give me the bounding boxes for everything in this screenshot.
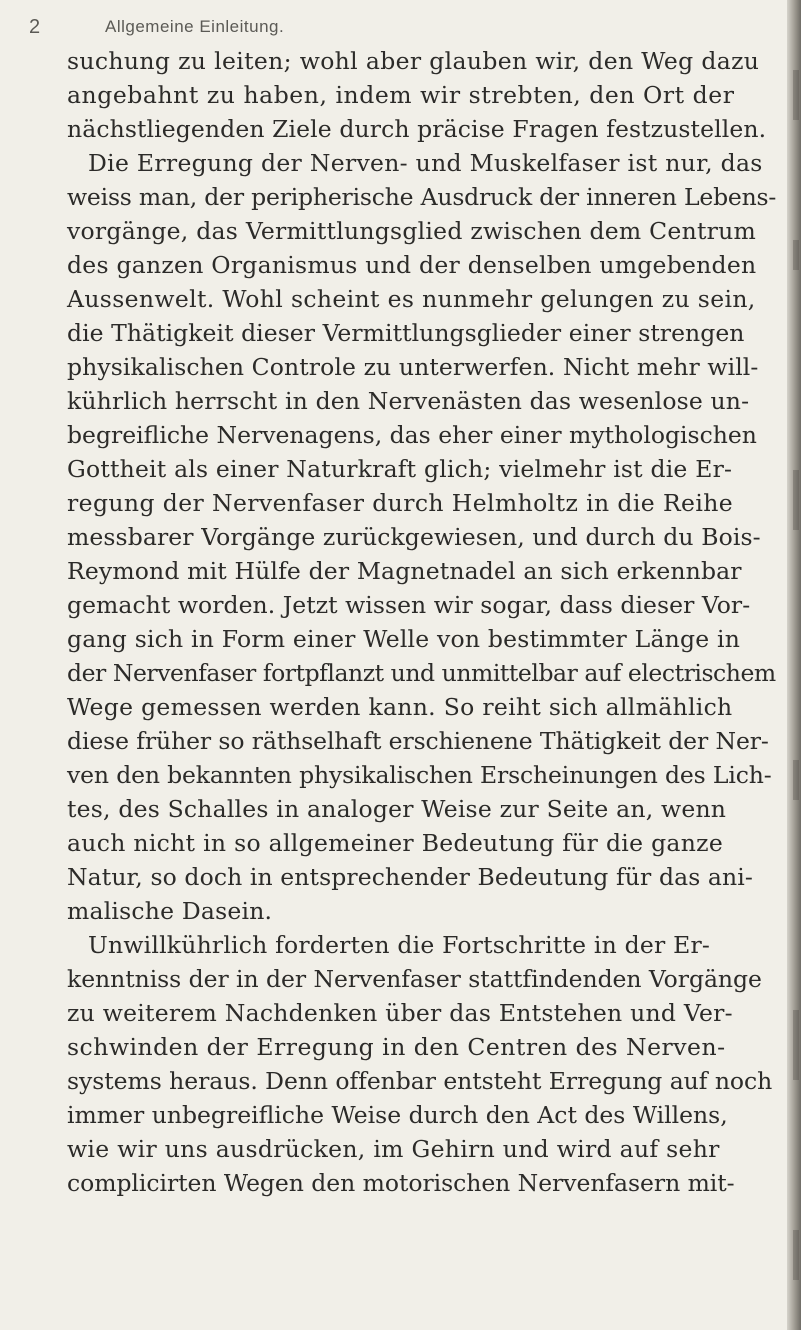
page-header [0,16,801,44]
text-line: angebahnt zu haben, indem wir strebten, den Ort der [67,81,735,109]
text-line: Unwillkührlich forderten die Fortschritte in der Er- [88,931,711,959]
text-line: weiss man, der peripherische Ausdruck der inneren Lebens- [67,183,777,211]
running-head: Allgemeine Einleitung. [105,17,285,36]
text-line: gang sich in Form einer Welle von bestimmter Länge in [67,625,741,653]
text-line: schwinden der Erregung in den Centren des Nerven- [67,1033,726,1061]
text-line: diese früher so räthselhaft erschienene Thätigkeit der Ner- [67,727,769,755]
text-line: vorgänge, das Vermittlungsglied zwischen dem Centrum [67,217,757,245]
text-line: physikalischen Controle zu unterwerfen. Nicht mehr will- [67,353,759,381]
text-line: Gottheit als einer Naturkraft glich; vielmehr ist die Er- [67,455,733,483]
edge-stain [793,1230,799,1280]
page-edge-shadow [787,0,801,1330]
text-line: der Nervenfaser fortpflanzt und unmittelbar auf electrischem [67,659,776,687]
page-number: 2 [29,16,41,38]
text-line: des ganzen Organismus und der denselben umgebenden [67,251,757,279]
edge-stain [793,240,799,270]
text-line: auch nicht in so allgemeiner Bedeutung für die ganze [67,829,724,857]
text-line: tes, des Schalles in analoger Weise zur Seite an, wenn [67,795,727,823]
edge-stain [793,760,799,800]
text-line: malische Dasein. [67,897,273,925]
text-line: complicirten Wegen den motorischen Nervenfasern mit- [67,1169,735,1197]
text-line: messbarer Vorgänge zurückgewiesen, und durch du Bois- [67,523,761,551]
text-line: nächstliegenden Ziele durch präcise Fragen festzustellen. [67,115,767,143]
text-line: Wege gemessen werden kann. So reiht sich allmählich [67,693,733,721]
text-line: zu weiterem Nachdenken über das Entstehen und Ver- [67,999,733,1027]
text-line: immer unbegreifliche Weise durch den Act des Willens, [67,1101,728,1129]
text-line: Natur, so doch in entsprechender Bedeutung für das ani- [67,863,753,891]
text-line: suchung zu leiten; wohl aber glauben wir, den Weg dazu [67,47,760,75]
edge-stain [793,470,799,530]
text-line: Reymond mit Hülfe der Magnetnadel an sich erkennbar [67,557,742,585]
text-line: Die Erregung der Nerven- und Muskelfaser ist nur, das [88,149,763,177]
text-line: die Thätigkeit dieser Vermittlungsglieder einer strengen [67,319,745,347]
text-line: systems heraus. Denn offenbar entsteht Erregung auf noch [67,1067,773,1095]
text-line: Aussenwelt. Wohl scheint es nunmehr gelungen zu sein, [67,285,756,313]
text-line: gemacht worden. Jetzt wissen wir sogar, dass dieser Vor- [67,591,751,619]
edge-stain [793,1010,799,1080]
text-line: kenntniss der in der Nervenfaser stattfindenden Vorgänge [67,965,762,993]
text-line: kührlich herrscht in den Nervenästen das wesenlose un- [67,387,750,415]
text-line: begreifliche Nervenagens, das eher einer mythologischen [67,421,757,449]
text-line: wie wir uns ausdrücken, im Gehirn und wird auf sehr [67,1135,720,1163]
text-line: ven den bekannten physikalischen Erscheinungen des Lich- [67,761,772,789]
text-line: regung der Nervenfaser durch Helmholtz in die Reihe [67,489,734,517]
edge-stain [793,70,799,120]
